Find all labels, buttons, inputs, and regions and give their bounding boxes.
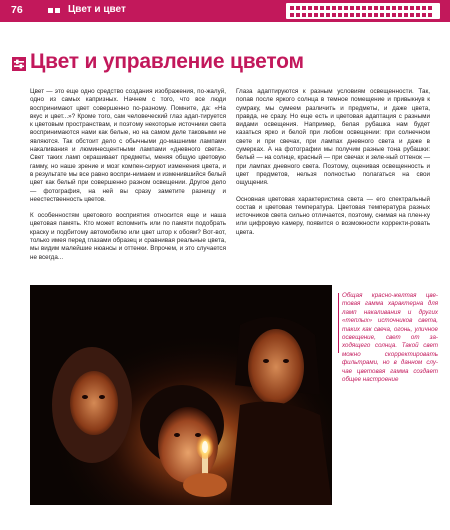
candlelight-photo bbox=[30, 285, 332, 505]
caption-rule bbox=[338, 293, 339, 353]
film-perforations-top bbox=[290, 6, 432, 10]
paragraph: Цвет — это еще одно средство создания изображения, по-жалуй, одно из самых капризных. Начнем с того, что все люди воспринимают цвет совершенно по-разному. Помните, да: «На вкус и цвет...»? Кроме того, сам человеческий глаз адап-тируется к цветовым пространствам, и поэтому некоторые источники света воспринимаются нами как белые, но на самом деле таковыми не являются. Так обстоит дело с обычными до-машними лампами накаливания и люминесцентными лампами «дневного света». Свет таких ламп окрашивает предметы, меняя общую цветовую гамму, но наше зрение и мозг компен-сируют изменения цвета, и в результате мы все равно воспри-нимаем и изменившийся белый цвет как белый при совершенно разном освещении. Другое дело — фотография, на ней вы сразу заметите разницу и неестественность цветов. bbox=[30, 88, 226, 203]
page-number: 76 bbox=[11, 4, 23, 16]
photo-caption: Общая красно-желтая цве-товая гамма характерна для ламп накаливания и других «теплых» источников света, таких как свеча, огонь, уличное освещение, свет от за-ходящего солнца. Такой свет можно скорректировать фильтрами, но в данном слу-чае цветовая гамма создает общее настроение bbox=[342, 292, 438, 384]
film-perforations-bottom bbox=[290, 13, 432, 17]
right-text-column bbox=[236, 88, 430, 245]
paragraph: К особенностям цветового восприятия относится еще и наша цветовая память. Кто может вспомнить или по памяти подобрать краску и подбитому автомобилю или цвет штор к обоям? Вот-вот, только имея перед глазами образец и сравнивая реальные цвета, мы видим малейшие нюансы и оттенки. Впрочем, и это случается не всегда... bbox=[30, 212, 226, 261]
film-strip-icon bbox=[286, 3, 440, 19]
paragraph: Глаза адаптируются к разным условиям освещенности. Так, попав после яркого солнца в темное помещение и привыкнув к сумраку, мы сумеем различить и предметы, и даже цвета, правда, не сразу. Но еще есть и цветовая адаптация с разными видами освещения. Например, белая рубашка нам будет казаться ярко и белой при любом освещении: при солнечном свете и при свечах, при лампах дневного света и даже в сумерках. А на фотографии мы получим разные тона рубашки: белый — на солнце, красный — при свечах и зеле-ный оттенок — при лампах дневного света. Поэтому, оценивая освещенность и цвет предметов, нельзя полностью полагаться на свои ощущения. bbox=[236, 88, 430, 187]
left-text-column bbox=[30, 88, 226, 270]
page-title: Цвет и управление цветом bbox=[30, 50, 304, 73]
section-title: Цвет и цвет bbox=[68, 4, 126, 15]
page-header bbox=[0, 0, 450, 22]
header-squares-icon bbox=[48, 8, 62, 14]
paragraph: Основная цветовая характеристика света — его спектральный состав и цветовая температура. Цветовая температура разных источников света сильно отличается, поэтому, снимая на плен-ку или цифровую камеру, появится о возможности корректи-ровать цвета. bbox=[236, 195, 430, 236]
photo-illustration bbox=[30, 285, 332, 505]
slider-icon bbox=[12, 57, 26, 71]
